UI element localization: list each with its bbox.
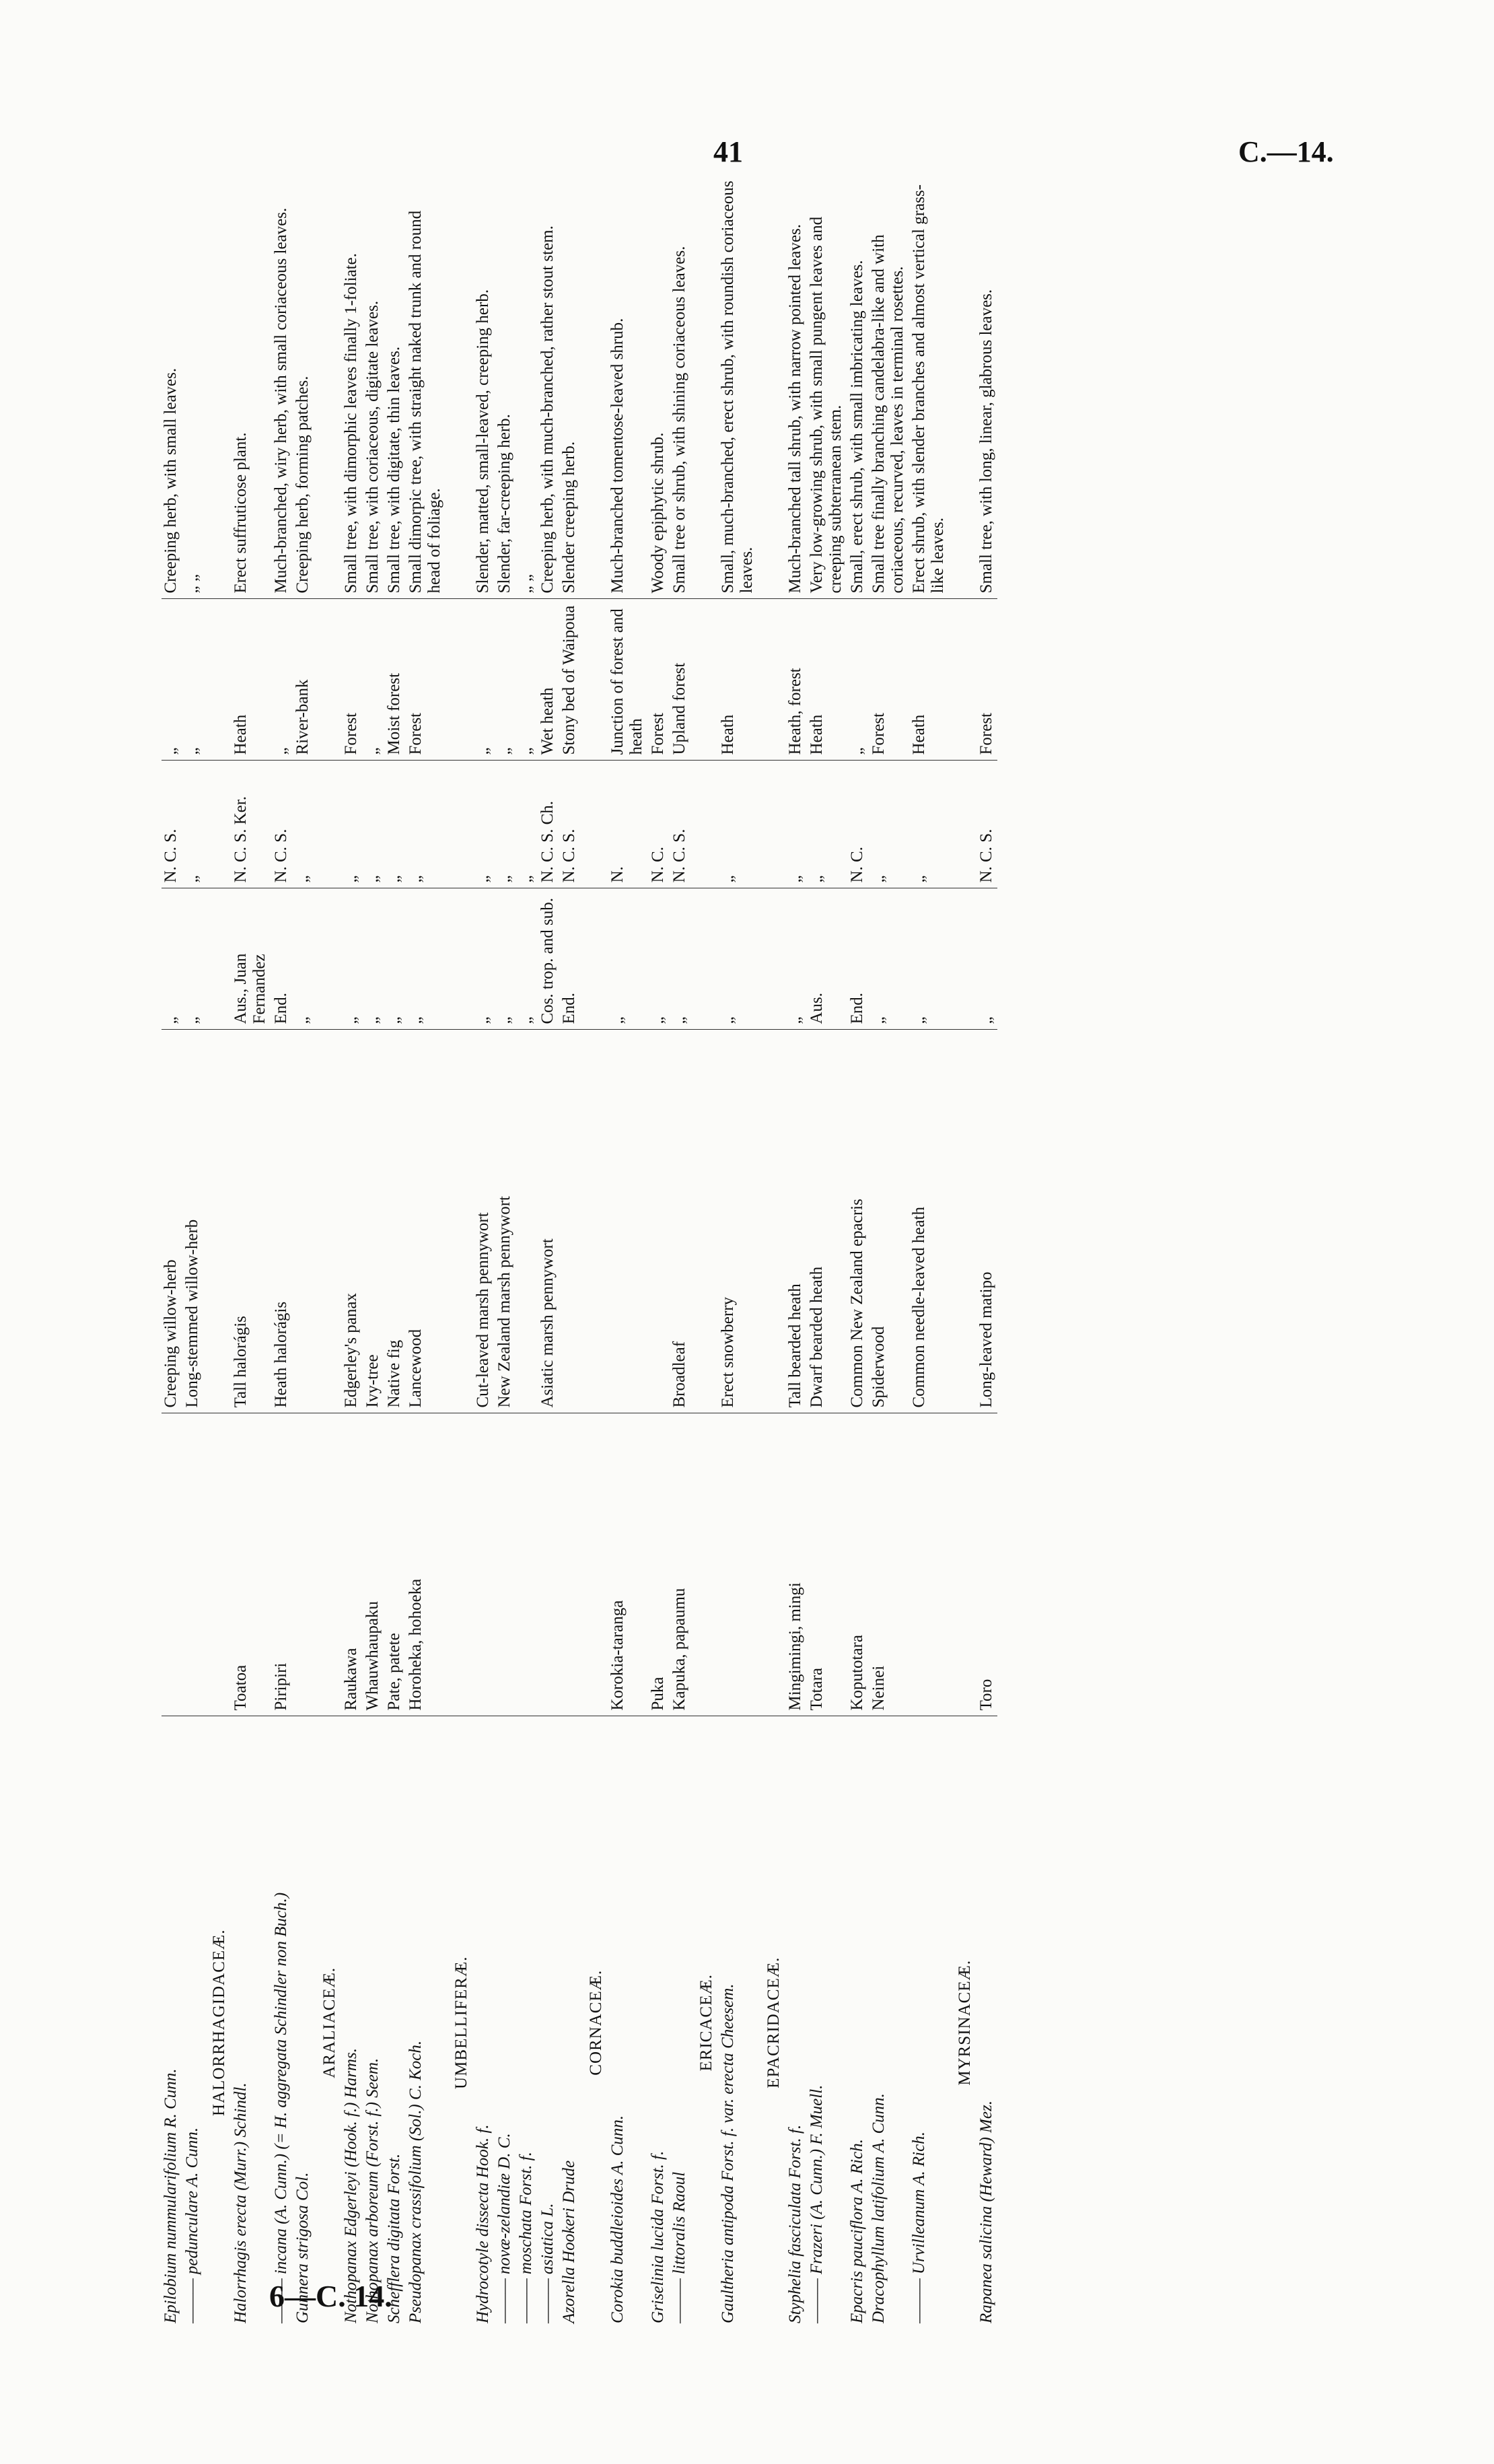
growth-form: Erect shrub, with slender branches and almost vertical grass-like leaves. <box>909 175 949 599</box>
islands: „ <box>362 761 384 888</box>
distribution: „ <box>909 888 949 1030</box>
botanical-name: Corokia buddleioides A. Cunn. <box>608 2115 627 2323</box>
family-name: CORNACEÆ. <box>587 1969 605 2076</box>
maori-name: Korokia-taranga <box>607 1413 647 1716</box>
distribution: „ <box>669 888 690 1030</box>
islands: N. C. <box>647 761 669 888</box>
table-row <box>909 175 949 2329</box>
empty-cell <box>446 888 472 1030</box>
maori-name: Horoheka, hohoeka <box>405 1413 446 1716</box>
distribution: „ <box>607 888 647 1030</box>
habitat: Forest <box>868 599 909 761</box>
islands: N. C. S. <box>559 761 580 888</box>
empty-cell <box>314 1030 341 1413</box>
islands: N. C. S. <box>669 761 690 888</box>
english-name: Erect snowberry <box>717 1030 758 1413</box>
english-name <box>292 1030 314 1413</box>
document-code: C.—14. <box>1238 135 1334 168</box>
sheet-signature: 6—C. 14. <box>269 2279 392 2313</box>
empty-cell <box>314 599 341 761</box>
distribution: „ <box>292 888 314 1030</box>
islands: „ <box>868 761 909 888</box>
empty-cell <box>203 1030 230 1413</box>
growth-form: Erect suffruticose plant. <box>230 175 271 599</box>
empty-cell <box>758 761 785 888</box>
islands: „ <box>472 761 494 888</box>
growth-form: Small tree, with long, linear, glabrous leaves. <box>976 175 997 599</box>
empty-cell <box>580 761 607 888</box>
empty-cell <box>203 888 230 1030</box>
empty-cell <box>446 175 472 599</box>
growth-form: Creeping herb, forming patches. <box>292 175 314 599</box>
page-number: 41 <box>713 135 743 168</box>
table-row <box>341 175 362 2329</box>
distribution: „ <box>647 888 669 1030</box>
growth-form: „ „ <box>182 175 203 599</box>
distribution: End. <box>559 888 580 1030</box>
habitat: Heath <box>909 599 949 761</box>
species-table <box>162 175 997 2329</box>
growth-form: Woody epiphytic shrub. <box>647 175 669 599</box>
table-row <box>806 175 847 2329</box>
growth-form: Creeping herb, with much-branched, rather stout stem. <box>537 175 559 599</box>
family-name: MYRSINACEÆ. <box>956 1959 974 2086</box>
english-name: Lancewood <box>405 1030 446 1413</box>
english-name: Edgerley's panax <box>341 1030 362 1413</box>
islands: „ <box>515 761 537 888</box>
empty-cell <box>758 175 785 599</box>
habitat: Heath <box>806 599 847 761</box>
growth-form: Small tree, with coriaceous, digitate leaves. <box>362 175 384 599</box>
maori-name <box>559 1413 580 1716</box>
maori-name <box>717 1413 758 1716</box>
habitat: „ <box>162 599 182 761</box>
maori-name <box>537 1413 559 1716</box>
botanical-name: Epilobium nummularifolium R. Cunn. <box>162 2068 180 2323</box>
botanical-name: Gaultheria antipoda Forst. f. var. erecta Cheesem. <box>719 1983 737 2323</box>
table-row <box>607 175 647 2329</box>
maori-name: Mingimingi, mingi <box>785 1413 806 1716</box>
habitat: „ <box>515 599 537 761</box>
growth-form: Slender, far-creeping herb. <box>494 175 515 599</box>
table-row <box>472 175 494 2329</box>
habitat: River-bank <box>292 599 314 761</box>
empty-cell <box>314 888 341 1030</box>
islands: N. C. S. <box>271 761 292 888</box>
distribution: „ <box>362 888 384 1030</box>
table-row <box>669 175 690 2329</box>
family-heading-row <box>758 175 785 2329</box>
distribution: „ <box>384 888 405 1030</box>
empty-cell <box>446 1030 472 1413</box>
rotated-species-table <box>162 175 1346 2329</box>
growth-form: Small tree, with dimorphic leaves finally 1-foliate. <box>341 175 362 599</box>
botanical-name: Hydrocotyle dissecta Hook. f. <box>474 2124 492 2323</box>
maori-name: Neinei <box>868 1413 909 1716</box>
habitat: Stony bed of Waipoua <box>559 599 580 761</box>
habitat: Forest <box>341 599 362 761</box>
maori-name <box>182 1413 203 1716</box>
maori-name: Pate, patete <box>384 1413 405 1716</box>
family-heading-row <box>203 175 230 2329</box>
distribution: End. <box>271 888 292 1030</box>
empty-cell <box>949 761 976 888</box>
botanical-name: Pseudopanax crassifolium (Sol.) C. Koch. <box>406 2040 425 2323</box>
english-name: Long-stemmed willow-herb <box>182 1030 203 1413</box>
table-row <box>405 175 446 2329</box>
islands: N. C. S. <box>162 761 182 888</box>
islands: „ <box>384 761 405 888</box>
distribution: „ <box>515 888 537 1030</box>
family-name: ERICACEÆ. <box>697 1974 715 2072</box>
islands: N. <box>607 761 647 888</box>
growth-form: Small dimorpic tree, with straight naked trunk and round head of foliage. <box>405 175 446 599</box>
empty-cell <box>580 1030 607 1413</box>
islands: „ <box>182 761 203 888</box>
islands: „ <box>785 761 806 888</box>
empty-cell <box>314 1413 341 1716</box>
botanical-name: Gunnera strigosa Col. <box>293 2172 312 2323</box>
habitat: „ <box>847 599 868 761</box>
distribution: Aus., Juan Fernandez <box>230 888 271 1030</box>
distribution: „ <box>868 888 909 1030</box>
distribution: „ <box>182 888 203 1030</box>
family-heading-row <box>446 175 472 2329</box>
botanical-name: Epacris pauciflora A. Rich. <box>848 2139 866 2323</box>
islands: „ <box>341 761 362 888</box>
botanical-name: ——— Urvilleanum A. Rich. <box>910 2132 928 2323</box>
botanical-name: ——— novæ-zelandiæ D. C. <box>495 2133 513 2323</box>
empty-cell <box>690 761 717 888</box>
english-name: Dwarf bearded heath <box>806 1030 847 1413</box>
empty-cell <box>446 1413 472 1716</box>
botanical-name: ——— pedunculare A. Cunn. <box>183 2127 201 2323</box>
english-name: Asiatic marsh pennywort <box>537 1030 559 1413</box>
family-heading-row <box>580 175 607 2329</box>
distribution: „ <box>405 888 446 1030</box>
distribution: Aus. <box>806 888 847 1030</box>
botanical-name: Styphelia fasciculata Forst. f. <box>786 2124 804 2323</box>
habitat: Heath, forest <box>785 599 806 761</box>
growth-form: Very low-growing shrub, with small pungent leaves and creeping subterranean stem. <box>806 175 847 599</box>
maori-name: Koputotara <box>847 1413 868 1716</box>
table-row <box>785 175 806 2329</box>
islands: N. C. S. Ch. <box>537 761 559 888</box>
habitat: Forest <box>647 599 669 761</box>
table-row <box>647 175 669 2329</box>
empty-cell <box>758 1413 785 1716</box>
english-name: Heath halorágis <box>271 1030 292 1413</box>
growth-form: Slender, matted, small-leaved, creeping herb. <box>472 175 494 599</box>
maori-name <box>515 1413 537 1716</box>
maori-name: Raukawa <box>341 1413 362 1716</box>
growth-form: Much-branched, wiry herb, with small coriaceous leaves. <box>271 175 292 599</box>
maori-name <box>909 1413 949 1716</box>
growth-form: „ „ <box>515 175 537 599</box>
maori-name: Puka <box>647 1413 669 1716</box>
botanical-name: Nothopanax arboreum (Forst. f.) Seem. <box>363 2057 382 2323</box>
empty-cell <box>446 599 472 761</box>
table-row <box>717 175 758 2329</box>
table-body <box>162 175 997 2329</box>
english-name <box>559 1030 580 1413</box>
empty-cell <box>314 175 341 599</box>
islands: N. C. <box>847 761 868 888</box>
maori-name: Toatoa <box>230 1413 271 1716</box>
islands: „ <box>405 761 446 888</box>
table-row <box>292 175 314 2329</box>
english-name <box>607 1030 647 1413</box>
botanical-name: ——— Frazeri (A. Cunn.) F. Muell. <box>808 2084 826 2323</box>
empty-cell <box>203 599 230 761</box>
english-name: New Zealand marsh pennywort <box>494 1030 515 1413</box>
table-row <box>182 175 203 2329</box>
habitat: Heath <box>230 599 271 761</box>
family-heading-row <box>949 175 976 2329</box>
botanical-name: Nothopanax Edgerleyi (Hook. f.) Harms. <box>342 2048 360 2323</box>
empty-cell <box>580 599 607 761</box>
maori-name <box>162 1413 182 1716</box>
botanical-name: ——— asiatica L. <box>538 2203 557 2323</box>
table-row <box>230 175 271 2329</box>
english-name: Tall halorágis <box>230 1030 271 1413</box>
table-row <box>515 175 537 2329</box>
english-name <box>647 1030 669 1413</box>
family-name: ARALIACEÆ. <box>320 1967 339 2078</box>
family-name: UMBELLIFERÆ. <box>452 1956 470 2089</box>
growth-form: Slender creeping herb. <box>559 175 580 599</box>
empty-cell <box>949 1413 976 1716</box>
empty-cell <box>314 761 341 888</box>
table-row <box>271 175 292 2329</box>
botanical-name: Schefflera digitata Forst. <box>385 2153 403 2323</box>
english-name: Common New Zealand epacris <box>847 1030 868 1413</box>
maori-name: Toro <box>976 1413 997 1716</box>
english-name: Common needle-leaved heath <box>909 1030 949 1413</box>
habitat: Moist forest <box>384 599 405 761</box>
habitat: „ <box>472 599 494 761</box>
growth-form: Small, much-branched, erect shrub, with roundish coriaceous leaves. <box>717 175 758 599</box>
table-row <box>384 175 405 2329</box>
distribution: „ <box>976 888 997 1030</box>
table-row <box>868 175 909 2329</box>
empty-cell <box>690 599 717 761</box>
english-name <box>515 1030 537 1413</box>
maori-name <box>494 1413 515 1716</box>
english-name: Broadleaf <box>669 1030 690 1413</box>
empty-cell <box>580 888 607 1030</box>
empty-cell <box>949 599 976 761</box>
table-row <box>847 175 868 2329</box>
distribution: „ <box>472 888 494 1030</box>
growth-form: Small tree finally branching candelabra-like and with coriaceous, recurved, leaves in terminal rosettes. <box>868 175 909 599</box>
distribution: „ <box>494 888 515 1030</box>
growth-form: Much-branched tall shrub, with narrow pointed leaves. <box>785 175 806 599</box>
empty-cell <box>580 175 607 599</box>
table-row <box>494 175 515 2329</box>
family-heading-row <box>314 175 341 2329</box>
botanical-name: Halorrhagis erecta (Murr.) Schindl. <box>232 2082 250 2323</box>
empty-cell <box>690 1030 717 1413</box>
maori-name: Whauwhaupaku <box>362 1413 384 1716</box>
english-name: Ivy-tree <box>362 1030 384 1413</box>
empty-cell <box>203 175 230 599</box>
table-row <box>976 175 997 2329</box>
islands: „ <box>292 761 314 888</box>
empty-cell <box>580 1413 607 1716</box>
empty-cell <box>690 1413 717 1716</box>
maori-name: Kapuka, papaumu <box>669 1413 690 1716</box>
maori-name <box>472 1413 494 1716</box>
maori-name: Totara <box>806 1413 847 1716</box>
family-heading-row <box>690 175 717 2329</box>
habitat: „ <box>271 599 292 761</box>
empty-cell <box>758 888 785 1030</box>
habitat: Forest <box>976 599 997 761</box>
islands: N. C. S. <box>976 761 997 888</box>
growth-form: Small, erect shrub, with small imbricating leaves. <box>847 175 868 599</box>
family-name: HALORRHAGIDACEÆ. <box>210 1929 228 2117</box>
botanical-name: ——— incana (A. Cunn.) (= H. aggregata Schindler non Buch.) <box>272 1892 290 2323</box>
habitat: Junction of forest and heath <box>607 599 647 761</box>
maori-name: Piripiri <box>271 1413 292 1716</box>
growth-form: Small tree, with digitate, thin leaves. <box>384 175 405 599</box>
english-name: Long-leaved matipo <box>976 1030 997 1413</box>
botanical-name: Azorella Hookeri Drude <box>560 2160 578 2323</box>
habitat: „ <box>362 599 384 761</box>
english-name: Cut-leaved marsh pennywort <box>472 1030 494 1413</box>
english-name: Spiderwood <box>868 1030 909 1413</box>
table-row <box>362 175 384 2329</box>
maori-name <box>292 1413 314 1716</box>
family-name: EPACRIDACEÆ. <box>764 1957 783 2088</box>
english-name: Creeping willow-herb <box>162 1030 182 1413</box>
habitat: Wet heath <box>537 599 559 761</box>
habitat: „ <box>182 599 203 761</box>
distribution: Cos. trop. and sub. <box>537 888 559 1030</box>
habitat: Forest <box>405 599 446 761</box>
growth-form: Much-branched tomentose-leaved shrub. <box>607 175 647 599</box>
empty-cell <box>758 599 785 761</box>
growth-form: Small tree or shrub, with shining coriaceous leaves. <box>669 175 690 599</box>
table-row <box>162 175 182 2329</box>
empty-cell <box>203 761 230 888</box>
habitat: Upland forest <box>669 599 690 761</box>
islands: „ <box>909 761 949 888</box>
islands: N. C. S. Ker. <box>230 761 271 888</box>
empty-cell <box>203 1413 230 1716</box>
botanical-name: Dracophyllum latifolium A. Cunn. <box>869 2093 888 2323</box>
growth-form: Creeping herb, with small leaves. <box>162 175 182 599</box>
table-row <box>537 175 559 2329</box>
distribution: „ <box>717 888 758 1030</box>
empty-cell <box>949 888 976 1030</box>
islands: „ <box>806 761 847 888</box>
habitat: „ <box>494 599 515 761</box>
islands: „ <box>717 761 758 888</box>
english-name: Native fig <box>384 1030 405 1413</box>
empty-cell <box>949 1030 976 1413</box>
botanical-name: Rapanea salicina (Heward) Mez. <box>977 2101 995 2323</box>
botanical-name: ——— moschata Forst. f. <box>517 2152 535 2323</box>
empty-cell <box>949 175 976 599</box>
english-name: Tall bearded heath <box>785 1030 806 1413</box>
distribution: „ <box>341 888 362 1030</box>
islands: „ <box>494 761 515 888</box>
empty-cell <box>690 888 717 1030</box>
table-row <box>559 175 580 2329</box>
empty-cell <box>690 175 717 599</box>
empty-cell <box>758 1030 785 1413</box>
botanical-name: ——— littoralis Raoul <box>670 2171 688 2323</box>
botanical-name: Griselinia lucida Forst. f. <box>649 2150 667 2323</box>
habitat: Heath <box>717 599 758 761</box>
distribution: End. <box>847 888 868 1030</box>
empty-cell <box>446 761 472 888</box>
distribution: „ <box>785 888 806 1030</box>
distribution: „ <box>162 888 182 1030</box>
